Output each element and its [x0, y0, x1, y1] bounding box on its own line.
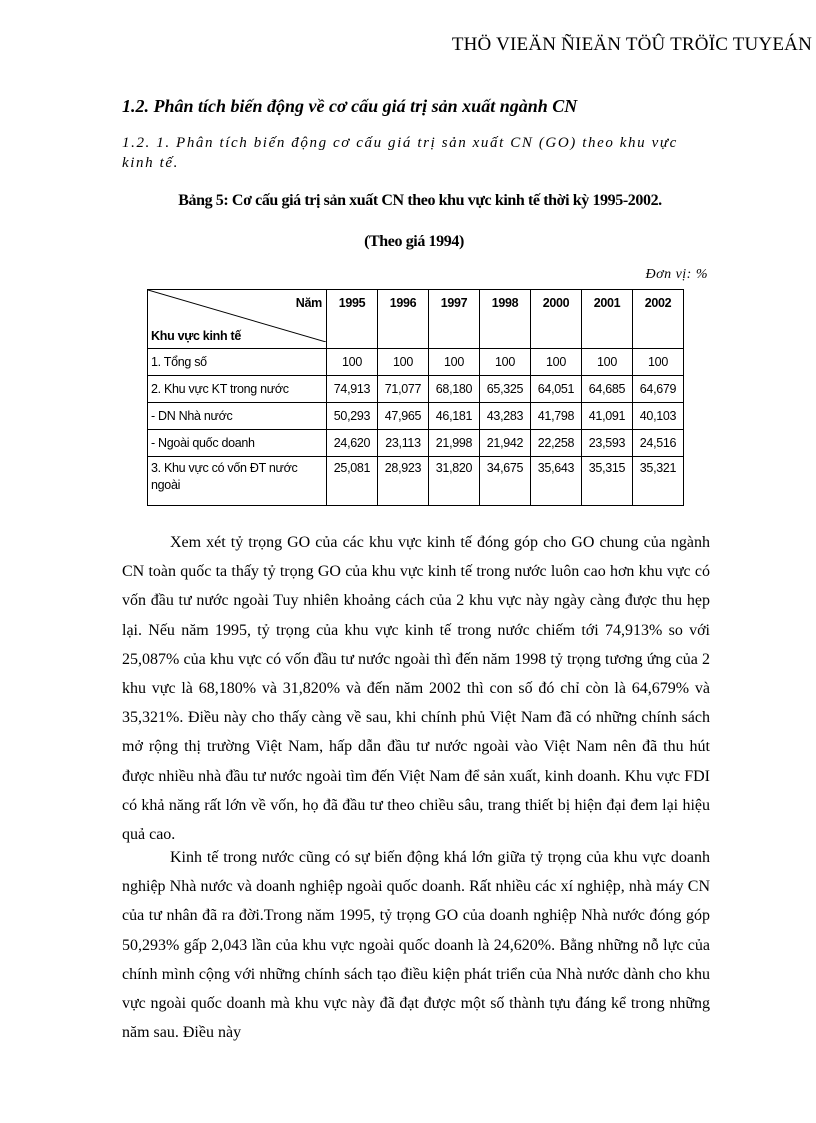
table-row: [148, 376, 684, 403]
table-cell: 41,091: [582, 403, 633, 430]
table-row: [148, 457, 684, 506]
table-row: [148, 349, 684, 376]
table-cell: 35,643: [531, 457, 582, 506]
table-row: [148, 430, 684, 457]
row-label: - Ngoài quốc doanh: [148, 430, 327, 457]
table-cell: 100: [582, 349, 633, 376]
table-cell: 25,081: [327, 457, 378, 506]
table-cell: 35,315: [582, 457, 633, 506]
body-paragraph: Xem xét tỷ trọng GO của các khu vực kinh tế đóng góp cho GO chung của ngành CN toàn quốc ta thấy tỷ trọng GO của khu vực kinh tế trong nước luôn cao hơn khu vực có vốn đầu tư nước ngoài Tuy nhiên khoảng cách của 2 khu vực này ngày càng được thu hẹp lại. Nếu năm 1995, tỷ trọng của khu vực kinh tế trong nước chiếm tới 74,913% so với 25,087% của khu vực có vốn đầu tư nước ngoài thì đến năm 1998 tỷ trọng tương ứng của 2 khu vực là 68,180% và 31,820% và đến năm 2002 thì con số đó chỉ còn là 64,679% và 35,321%. Điều này cho thấy càng về sau, khi chính phủ Việt Nam đã có những chính sách mở rộng thị trường Việt Nam, hấp dẫn đầu tư nước ngoài vào Việt Nam nên đã thu hút được nhiều nhà đầu tư nước ngoài tìm đến Việt Nam để sản xuất, kinh doanh. Khu vực FDI có khả năng rất lớn về vốn, họ đã đầu tư theo chiều sâu, trang thiết bị hiện đại đem lại hiệu quả cao.: [122, 534, 710, 844]
table-cell: 24,620: [327, 430, 378, 457]
table-cell: 64,685: [582, 376, 633, 403]
table-cell: 100: [327, 349, 378, 376]
year-header: 2002: [633, 290, 684, 349]
row-label: 1. Tổng số: [148, 349, 327, 376]
table-caption: Bảng 5: Cơ cấu giá trị sản xuất CN theo khu vực kinh tế thời kỳ 1995-2002.: [178, 192, 662, 209]
table-cell: 100: [429, 349, 480, 376]
table-cell: 47,965: [378, 403, 429, 430]
year-header: 1997: [429, 290, 480, 349]
table-cell: 100: [633, 349, 684, 376]
table-cell: 64,679: [633, 376, 684, 403]
table-cell: 28,923: [378, 457, 429, 506]
table-cell: 40,103: [633, 403, 684, 430]
subsection-heading: 1.2. 1. Phân tích biến động cơ cấu giá trị sản xuất CN (GO) theo khu vực kinh tế.: [122, 135, 678, 171]
table-cell: 68,180: [429, 376, 480, 403]
year-header: 1996: [378, 290, 429, 349]
corner-sector-label: Khu vực kinh tế: [151, 329, 241, 343]
table-cell: 23,113: [378, 430, 429, 457]
table-cell: 100: [480, 349, 531, 376]
row-label: - DN Nhà nước: [148, 403, 327, 430]
year-header: 2001: [582, 290, 633, 349]
year-header: 2000: [531, 290, 582, 349]
section-heading: 1.2. Phân tích biến động về cơ cấu giá trị sản xuất ngành CN: [122, 96, 578, 116]
table-cell: 21,942: [480, 430, 531, 457]
year-header: 1998: [480, 290, 531, 349]
table-cell: 43,283: [480, 403, 531, 430]
table-corner-cell: [148, 290, 327, 349]
table-header-row: [148, 290, 684, 349]
table-cell: 24,516: [633, 430, 684, 457]
row-label: 3. Khu vực có vốn ĐT nước ngoài: [148, 457, 327, 506]
table-cell: 100: [531, 349, 582, 376]
table-cell: 100: [378, 349, 429, 376]
table-cell: 22,258: [531, 430, 582, 457]
table-cell: 31,820: [429, 457, 480, 506]
table-cell: 21,998: [429, 430, 480, 457]
corner-year-label: Năm: [295, 296, 322, 310]
table-subcaption: (Theo giá 1994): [364, 233, 464, 250]
table-cell: 23,593: [582, 430, 633, 457]
table-cell: 46,181: [429, 403, 480, 430]
row-label: 2. Khu vực KT trong nước: [148, 376, 327, 403]
year-header: 1995: [327, 290, 378, 349]
table-row: [148, 403, 684, 430]
data-table: [147, 289, 684, 506]
table-cell: 34,675: [480, 457, 531, 506]
table-cell: 64,051: [531, 376, 582, 403]
table-cell: 65,325: [480, 376, 531, 403]
table-cell: 41,798: [531, 403, 582, 430]
table-cell: 50,293: [327, 403, 378, 430]
running-header: THÖ VIEÄN ÑIEÄN TÖÛ TRÖÏC TUYEÁN: [451, 34, 812, 55]
table-unit: Đơn vị: %: [645, 267, 708, 282]
table-cell: 74,913: [327, 376, 378, 403]
table-cell: 71,077: [378, 376, 429, 403]
body-paragraph: Kinh tế trong nước cũng có sự biến động khá lớn giữa tỷ trọng của khu vực doanh nghiệp Nhà nước và doanh nghiệp ngoài quốc doanh. Rất nhiều các xí nghiệp, nhà máy CN của tư nhân đã ra đời.Trong năm 1995, tỷ trọng GO của doanh nghiệp Nhà nước đóng góp 50,293% gấp 2,043 lần của khu vực ngoài quốc doanh là 24,620%. Bằng những nỗ lực của chính mình cộng với những chính sách tạo điều kiện phát triển của Nhà nước dành cho khu vực ngoài quốc doanh mà khu vực này đã đạt được một số thành tựu đáng kể trong những năm sau. Điều này: [122, 849, 710, 1042]
table-cell: 35,321: [633, 457, 684, 506]
